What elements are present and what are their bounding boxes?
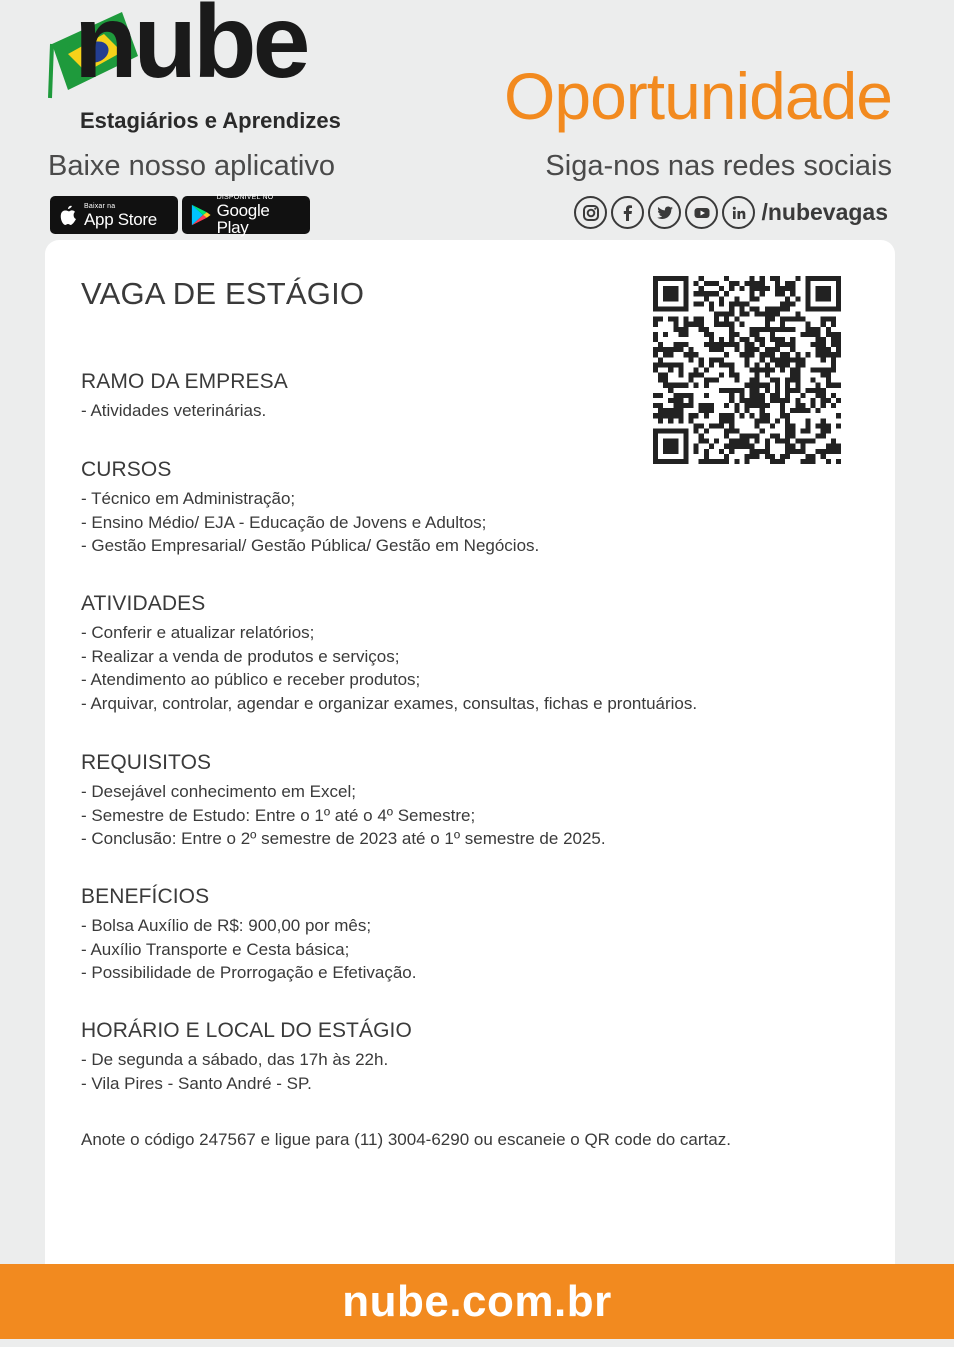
section-heading: HORÁRIO E LOCAL DO ESTÁGIO [81, 1019, 412, 1042]
twitter-icon[interactable] [648, 196, 681, 229]
section-heading: CURSOS [81, 458, 172, 481]
store-badges [50, 194, 310, 237]
section-line: - Vila Pires - Santo André - SP. [81, 1073, 312, 1093]
facebook-icon[interactable] [611, 196, 644, 229]
section-heading: BENEFÍCIOS [81, 885, 210, 908]
section-line: - Atividades veterinárias. [81, 401, 267, 420]
app-store-small-label: Baixar na [84, 202, 116, 210]
card-title: VAGA DE ESTÁGIO [81, 276, 365, 311]
section-line: - Conferir e atualizar relatórios; [81, 623, 315, 642]
apple-icon [58, 203, 78, 227]
bottom-bar [0, 1264, 954, 1339]
social-links [574, 196, 888, 229]
section-line: - Possibilidade de Prorrogação e Efetivação. [81, 963, 417, 982]
website-link[interactable]: nube.com.br [342, 1276, 612, 1326]
section-heading: ATIVIDADES [81, 592, 206, 615]
google-play-small-label: DISPONÍVEL NO [216, 194, 274, 201]
section-line: - Auxílio Transporte e Cesta básica; [81, 939, 350, 959]
social-title: Siga-nos nas redes sociais [545, 150, 892, 182]
section-line: - Realizar a venda de produtos e serviços; [81, 646, 400, 666]
google-play-icon [190, 203, 211, 227]
section-line: - Técnico em Administração; [81, 489, 296, 508]
app-download-title: Baixe nosso aplicativo [48, 150, 335, 182]
section-beneficios [81, 885, 841, 985]
instagram-icon[interactable] [574, 196, 607, 229]
logo-subtitle: Estagiários e Aprendizes [80, 108, 341, 133]
section-line: - Semestre de Estudo: Entre o 1º até o 4º Semestre; [81, 805, 476, 825]
contact-note: Anote o código 247567 e ligue para (11) 3004-6290 ou escaneie o QR code do cartaz. [81, 1130, 731, 1149]
section-line: - De segunda a sábado, das 17h às 22h. [81, 1050, 389, 1069]
section-line: - Bolsa Auxílio de R$: 900,00 por mês; [81, 916, 372, 935]
job-card [45, 240, 895, 1280]
section-heading: RAMO DA EMPRESA [81, 370, 288, 393]
section-line: - Arquivar, controlar, agendar e organizar exames, consultas, fichas e prontuários. [81, 693, 698, 713]
section-line: - Ensino Médio/ EJA - Educação de Jovens e Adultos; [81, 512, 487, 532]
linkedin-icon[interactable] [722, 196, 755, 229]
app-store-label: App Store [84, 209, 157, 229]
app-store-button[interactable] [50, 196, 178, 234]
google-play-button[interactable] [182, 194, 310, 237]
section-line: - Gestão Empresarial/ Gestão Pública/ Gestão em Negócios. [81, 536, 540, 555]
google-play-label: Google Play [216, 201, 270, 237]
section-line: - Desejável conhecimento em Excel; [81, 782, 356, 801]
youtube-icon[interactable] [685, 196, 718, 229]
section-atividades [81, 592, 841, 715]
section-line: - Atendimento ao público e receber produtos; [81, 670, 421, 689]
social-handle[interactable]: /nubevagas [761, 199, 888, 225]
section-horario [81, 1019, 841, 1095]
headline: Oportunidade [504, 59, 892, 133]
section-heading: REQUISITOS [81, 751, 212, 774]
section-cursos [81, 458, 841, 558]
nube-logo [46, 0, 346, 136]
section-line: - Conclusão: Entre o 2º semestre de 2023 até o 1º semestre de 2025. [81, 829, 606, 848]
section-ramo [81, 370, 841, 423]
section-requisitos [81, 751, 841, 851]
logo-wordmark: nube [74, 0, 307, 100]
